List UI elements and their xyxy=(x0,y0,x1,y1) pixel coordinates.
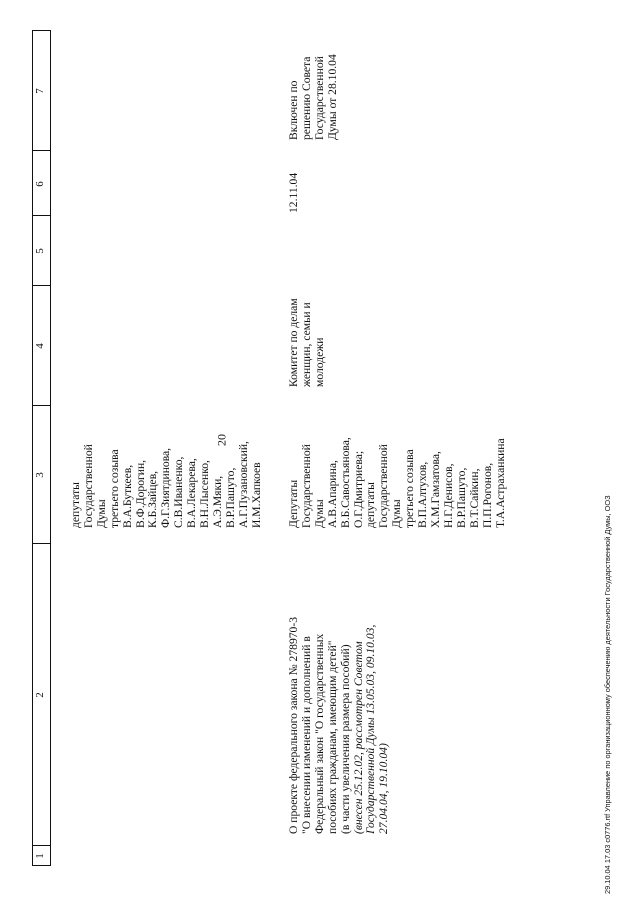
column-divider xyxy=(32,215,50,216)
text-line: молодежи xyxy=(312,337,326,387)
rotated-table xyxy=(32,30,612,866)
text-line: Государственной xyxy=(312,56,326,140)
text-line: пособиях гражданам, имеющим детей" xyxy=(325,640,339,834)
text-line: женщин, семьи и xyxy=(299,302,313,387)
text-line: Федеральный закон "О государственных xyxy=(312,633,326,834)
column-number-1: 1 xyxy=(34,853,46,859)
text-line: А.В.Апарина, xyxy=(325,460,339,528)
text-line: Т.А.Астраханкина xyxy=(493,438,507,528)
text-line: Думы xyxy=(94,499,108,528)
text-line: В.П.Алтухов, xyxy=(416,461,430,528)
text-line: депутаты xyxy=(364,482,378,528)
column-divider xyxy=(32,405,50,406)
text-line: Н.Г.Денисов, xyxy=(441,463,455,528)
table-header-border xyxy=(50,30,51,866)
text-line: В.Р.Пашуто, xyxy=(454,467,468,528)
text-line: В.Р.Пашуто, xyxy=(223,467,237,528)
row2-bill-title xyxy=(288,617,391,834)
text-line: решению Совета xyxy=(299,56,313,140)
text-line: Х.М.Гамзатова, xyxy=(428,451,442,528)
row1-authors xyxy=(70,441,264,528)
text-line: третьего созыва xyxy=(403,449,417,528)
column-number-5: 5 xyxy=(34,248,46,254)
text-line: С.В.Иваненко, xyxy=(172,456,186,528)
column-number-7: 7 xyxy=(34,88,46,94)
column-number-4: 4 xyxy=(34,343,46,349)
text-line: Государственной Думы 13.05.03, 09.10.03, xyxy=(364,624,378,834)
text-line: В.А.Буткеев, xyxy=(120,464,134,528)
text-line: В.Н.Лысенко, xyxy=(198,460,212,528)
text-line: 27.04.04, 19.10.04) xyxy=(377,743,391,834)
text-line: Государственной xyxy=(299,444,313,528)
row2-date: 12.11.04 xyxy=(287,172,300,213)
column-divider xyxy=(32,285,50,286)
table-top-border xyxy=(32,30,33,866)
text-line: А.Э.Мяки, xyxy=(210,475,224,528)
text-line: Думы xyxy=(312,499,326,528)
text-line: Включен по xyxy=(287,80,300,140)
table-header-grid xyxy=(32,30,46,866)
column-divider xyxy=(32,150,50,151)
text-line: Государственной xyxy=(377,444,391,528)
text-line: В.Т.Сайкин, xyxy=(467,468,481,528)
text-line: Ф.Г.Зиятдинова, xyxy=(159,447,173,528)
text-line: Депутаты xyxy=(287,479,300,528)
row2-note xyxy=(288,54,340,140)
text-line: (внесен 25.12.02, рассмотрен Советом xyxy=(351,641,365,834)
column-divider xyxy=(32,543,50,544)
text-line: И.М.Хапкоев xyxy=(249,462,263,528)
text-line: В.Ф.Дорогин, xyxy=(133,459,147,528)
text-line: Думы от 28.10.04 xyxy=(325,54,339,140)
text-line: В.А.Лекарева, xyxy=(185,458,199,528)
text-line: (в части увеличения размера пособий) xyxy=(338,644,352,834)
text-line: Государственной xyxy=(81,444,95,528)
text-line: Комитет по делам xyxy=(287,298,300,387)
text-line: П.П.Рогонов, xyxy=(480,462,494,528)
column-number-6: 6 xyxy=(34,181,46,187)
column-number-3: 3 xyxy=(34,472,46,478)
text-line: О.Г.Дмитриева; xyxy=(351,450,365,528)
column-number-2: 2 xyxy=(34,692,46,698)
text-line: третьего созыва xyxy=(107,449,121,528)
text-line: О проекте федерального закона № 278970-3 xyxy=(287,617,300,834)
text-line: "О внесении изменений и дополнений в xyxy=(299,636,313,834)
text-line: К.Б.Зайцев, xyxy=(146,470,160,528)
text-line: депутаты xyxy=(69,482,82,528)
text-line: Думы xyxy=(390,499,404,528)
row2-authors xyxy=(288,437,507,528)
text-line: А.Г.Пузановский, xyxy=(236,441,250,528)
row2-committee xyxy=(288,298,327,387)
text-line: В.Б.Савостьянова, xyxy=(338,437,352,528)
column-divider xyxy=(32,30,50,31)
